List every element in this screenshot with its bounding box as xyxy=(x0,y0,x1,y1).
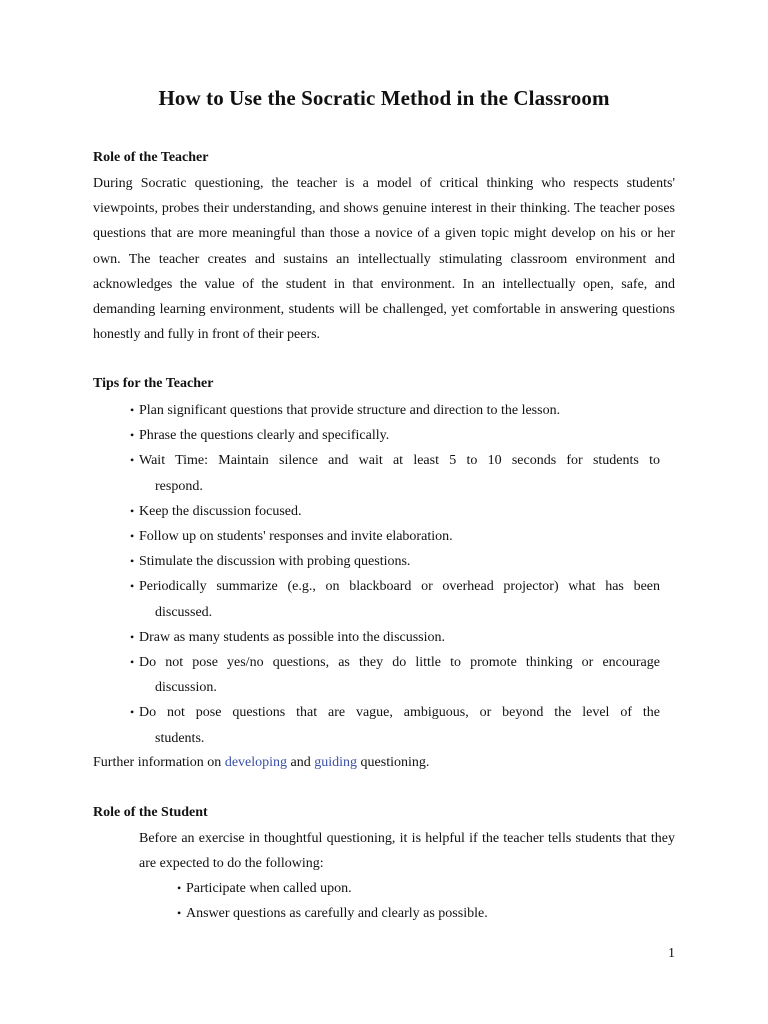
list-item xyxy=(177,876,666,901)
list-item xyxy=(130,423,660,448)
tips-list xyxy=(130,398,660,751)
developing-link[interactable]: developing xyxy=(224,755,288,770)
bullet-icon: • xyxy=(130,503,135,518)
list-item-text: Answer questions as carefully and clearly as possible. xyxy=(186,906,488,922)
further-suffix: questioning. xyxy=(357,755,430,770)
bullet-icon: • xyxy=(130,655,135,670)
list-item-text: Phrase the questions clearly and specifically. xyxy=(139,428,390,444)
list-item-text: discussed. xyxy=(155,604,213,620)
bullet-icon: • xyxy=(130,453,135,468)
list-item xyxy=(177,901,666,926)
list-item-text: Follow up on students' responses and invite elaboration. xyxy=(139,529,453,545)
page-number: 1 xyxy=(668,946,675,961)
further-information-line xyxy=(93,750,675,775)
bullet-icon: • xyxy=(130,705,135,720)
paragraph-role-of-student: Before an exercise in thoughtful questioning, it is helpful if the teacher tells students that they are expected to do the following: xyxy=(139,831,675,872)
bullet-icon: • xyxy=(130,529,135,544)
further-middle: and xyxy=(287,755,315,770)
heading-role-of-student: Role of the Student xyxy=(93,805,208,820)
list-item-continuation xyxy=(139,474,660,499)
student-list xyxy=(177,876,666,926)
list-item-text: respond. xyxy=(155,478,203,494)
guiding-link[interactable]: guiding xyxy=(314,755,358,770)
list-item xyxy=(130,524,660,549)
list-item-text: Draw as many students as possible into the discussion. xyxy=(139,629,446,645)
list-item xyxy=(130,650,660,675)
list-item xyxy=(130,448,660,473)
list-item-text: Do not pose yes/no questions, as they do little to promote thinking or encourage xyxy=(139,655,660,671)
list-item-text: students. xyxy=(155,730,205,746)
list-item-text: Keep the discussion focused. xyxy=(139,503,302,519)
list-item-continuation xyxy=(139,675,660,700)
list-item xyxy=(130,398,660,423)
list-item xyxy=(130,499,660,524)
bullet-icon: • xyxy=(130,403,135,417)
further-prefix: Further information on xyxy=(93,755,225,770)
bullet-icon: • xyxy=(177,906,182,921)
heading-role-of-teacher: Role of the Teacher xyxy=(93,150,209,165)
bullet-icon: • xyxy=(130,629,135,644)
list-item-text: Wait Time: Maintain silence and wait at least 5 to 10 seconds for students to xyxy=(139,453,660,469)
list-item xyxy=(130,625,660,650)
bullet-icon: • xyxy=(130,579,135,594)
paragraph-role-of-teacher: During Socratic questioning, the teacher is a model of critical thinking who respects students' viewpoints, probes their understanding, and shows genuine interest in their thinking. The teacher poses questions that are more meaningful than those a novice of a given topic might develop on his or her own. The teacher creates and sustains an intellectually stimulating classroom environment and acknowledges the value of the student in that environment. In an intellectually open, safe, and demanding learning environment, students will be challenged, yet comfortable in answering questions honestly and fully in front of their peers. xyxy=(93,176,675,343)
bullet-icon: • xyxy=(130,428,135,443)
list-item-text: Do not pose questions that are vague, ambiguous, or beyond the level of the xyxy=(139,705,660,721)
list-item xyxy=(130,700,660,725)
list-item xyxy=(130,549,660,574)
list-item xyxy=(130,574,660,599)
list-item-text: Periodically summarize (e.g., on blackboard or overhead projector) what has been xyxy=(139,579,660,595)
list-item-text: discussion. xyxy=(155,680,217,696)
list-item-continuation xyxy=(139,600,660,625)
list-item-text: Participate when called upon. xyxy=(186,881,352,896)
bullet-icon: • xyxy=(130,554,135,569)
heading-tips-for-teacher: Tips for the Teacher xyxy=(93,376,214,391)
list-item-continuation xyxy=(139,726,660,751)
bullet-icon: • xyxy=(177,881,182,895)
page-title: How to Use the Socratic Method in the Classroom xyxy=(158,86,610,110)
list-item-text: Stimulate the discussion with probing questions. xyxy=(139,554,411,570)
list-item-text: Plan significant questions that provide structure and direction to the lesson. xyxy=(139,403,561,418)
